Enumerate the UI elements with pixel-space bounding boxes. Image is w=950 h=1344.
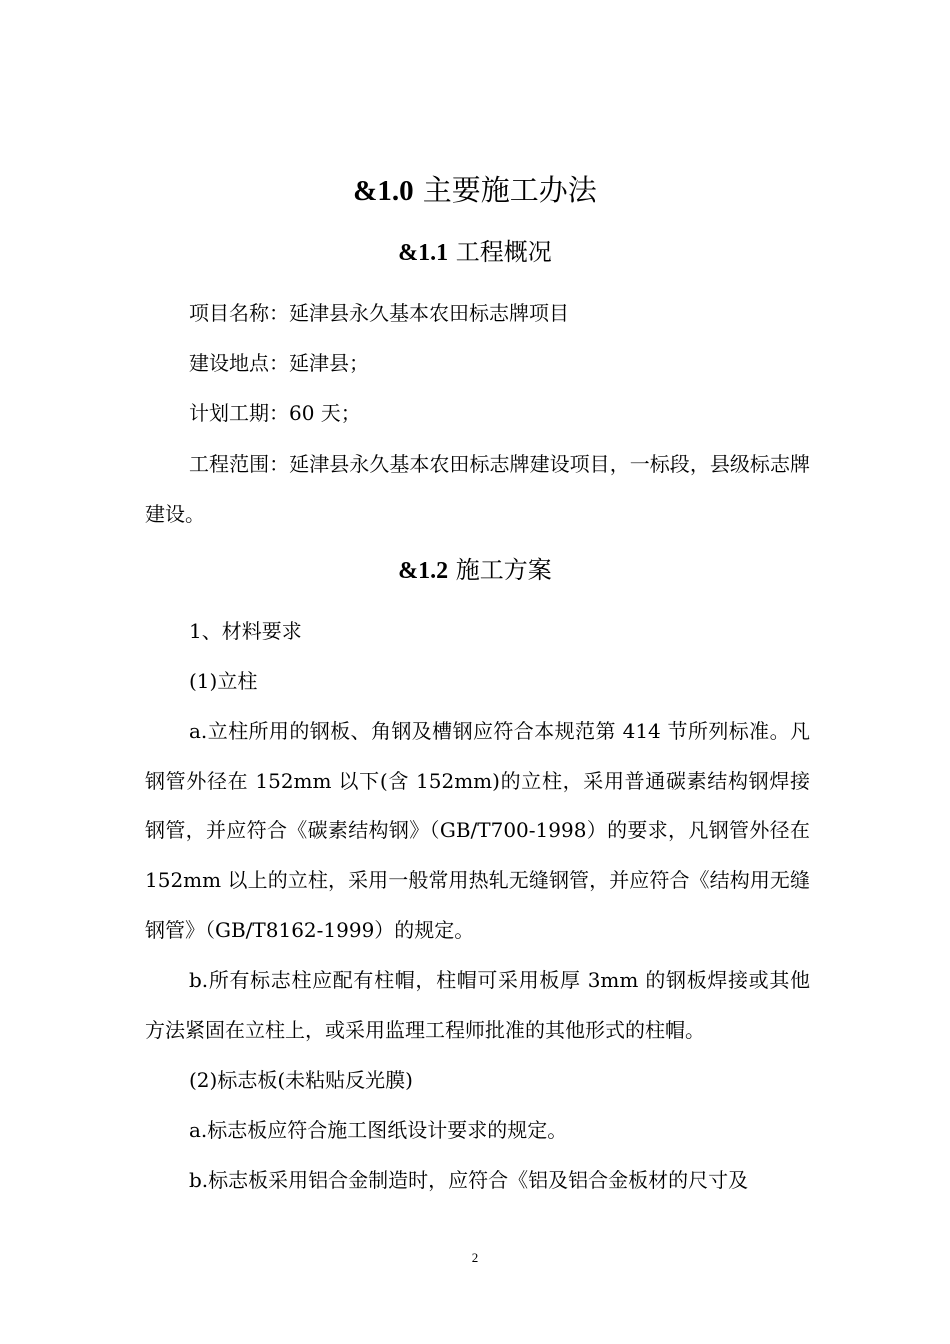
- paragraph-project-name: 项目名称：延津县永久基本农田标志牌项目: [189, 301, 569, 325]
- paragraph-sign-board-b: b.标志板采用铝合金制造时，应符合《铝及铝合金板材的尺寸及: [189, 1168, 749, 1192]
- page-title: [0, 168, 950, 213]
- paragraph-location: 建设地点：延津县；: [189, 351, 369, 375]
- section-heading-overview: [0, 232, 950, 273]
- paragraph-scope: 工程范围：延津县永久基本农田标志牌建设项目，一标段，县级标志牌建设。: [145, 452, 810, 526]
- paragraph-column-b: b.所有标志柱应配有柱帽，柱帽可采用板厚 3mm 的钢板焊接或其他方法紧固在立柱上，或采用监理工程师批准的其他形式的柱帽。: [145, 968, 810, 1042]
- paragraph-column: (1)立柱: [189, 669, 258, 693]
- paragraph-duration: 计划工期：60 天；: [189, 401, 361, 425]
- paragraph-column-a: a.立柱所用的钢板、角钢及槽钢应符合本规范第 414 节所列标准。凡钢管外径在 152mm 以下(含 152mm)的立柱，采用普通碳素结构钢焊接钢管，并应符合《碳素结构钢》（GB/T700-1998）的要求，凡钢管外径在 152mm 以上的立柱，采用一般常用热轧无缝钢管，并应符合《结构用无缝钢管》（GB/T8162-1999）的规定。: [145, 719, 810, 942]
- section-number: &1.1: [398, 240, 449, 266]
- section-number: &1.2: [398, 558, 449, 584]
- paragraph-sign-board: (2)标志板(未粘贴反光膜): [189, 1068, 413, 1092]
- paragraph-sign-board-a: a.标志板应符合施工图纸设计要求的规定。: [189, 1118, 568, 1142]
- paragraph-material-req: 1、材料要求: [189, 619, 302, 643]
- page-number: 2: [471, 1250, 479, 1265]
- section-title: 施工方案: [448, 556, 552, 584]
- section-title: 工程概况: [448, 238, 552, 266]
- title-number: &1.0: [353, 175, 414, 207]
- section-heading-plan: [0, 550, 950, 591]
- title-text: 主要施工办法: [413, 173, 597, 207]
